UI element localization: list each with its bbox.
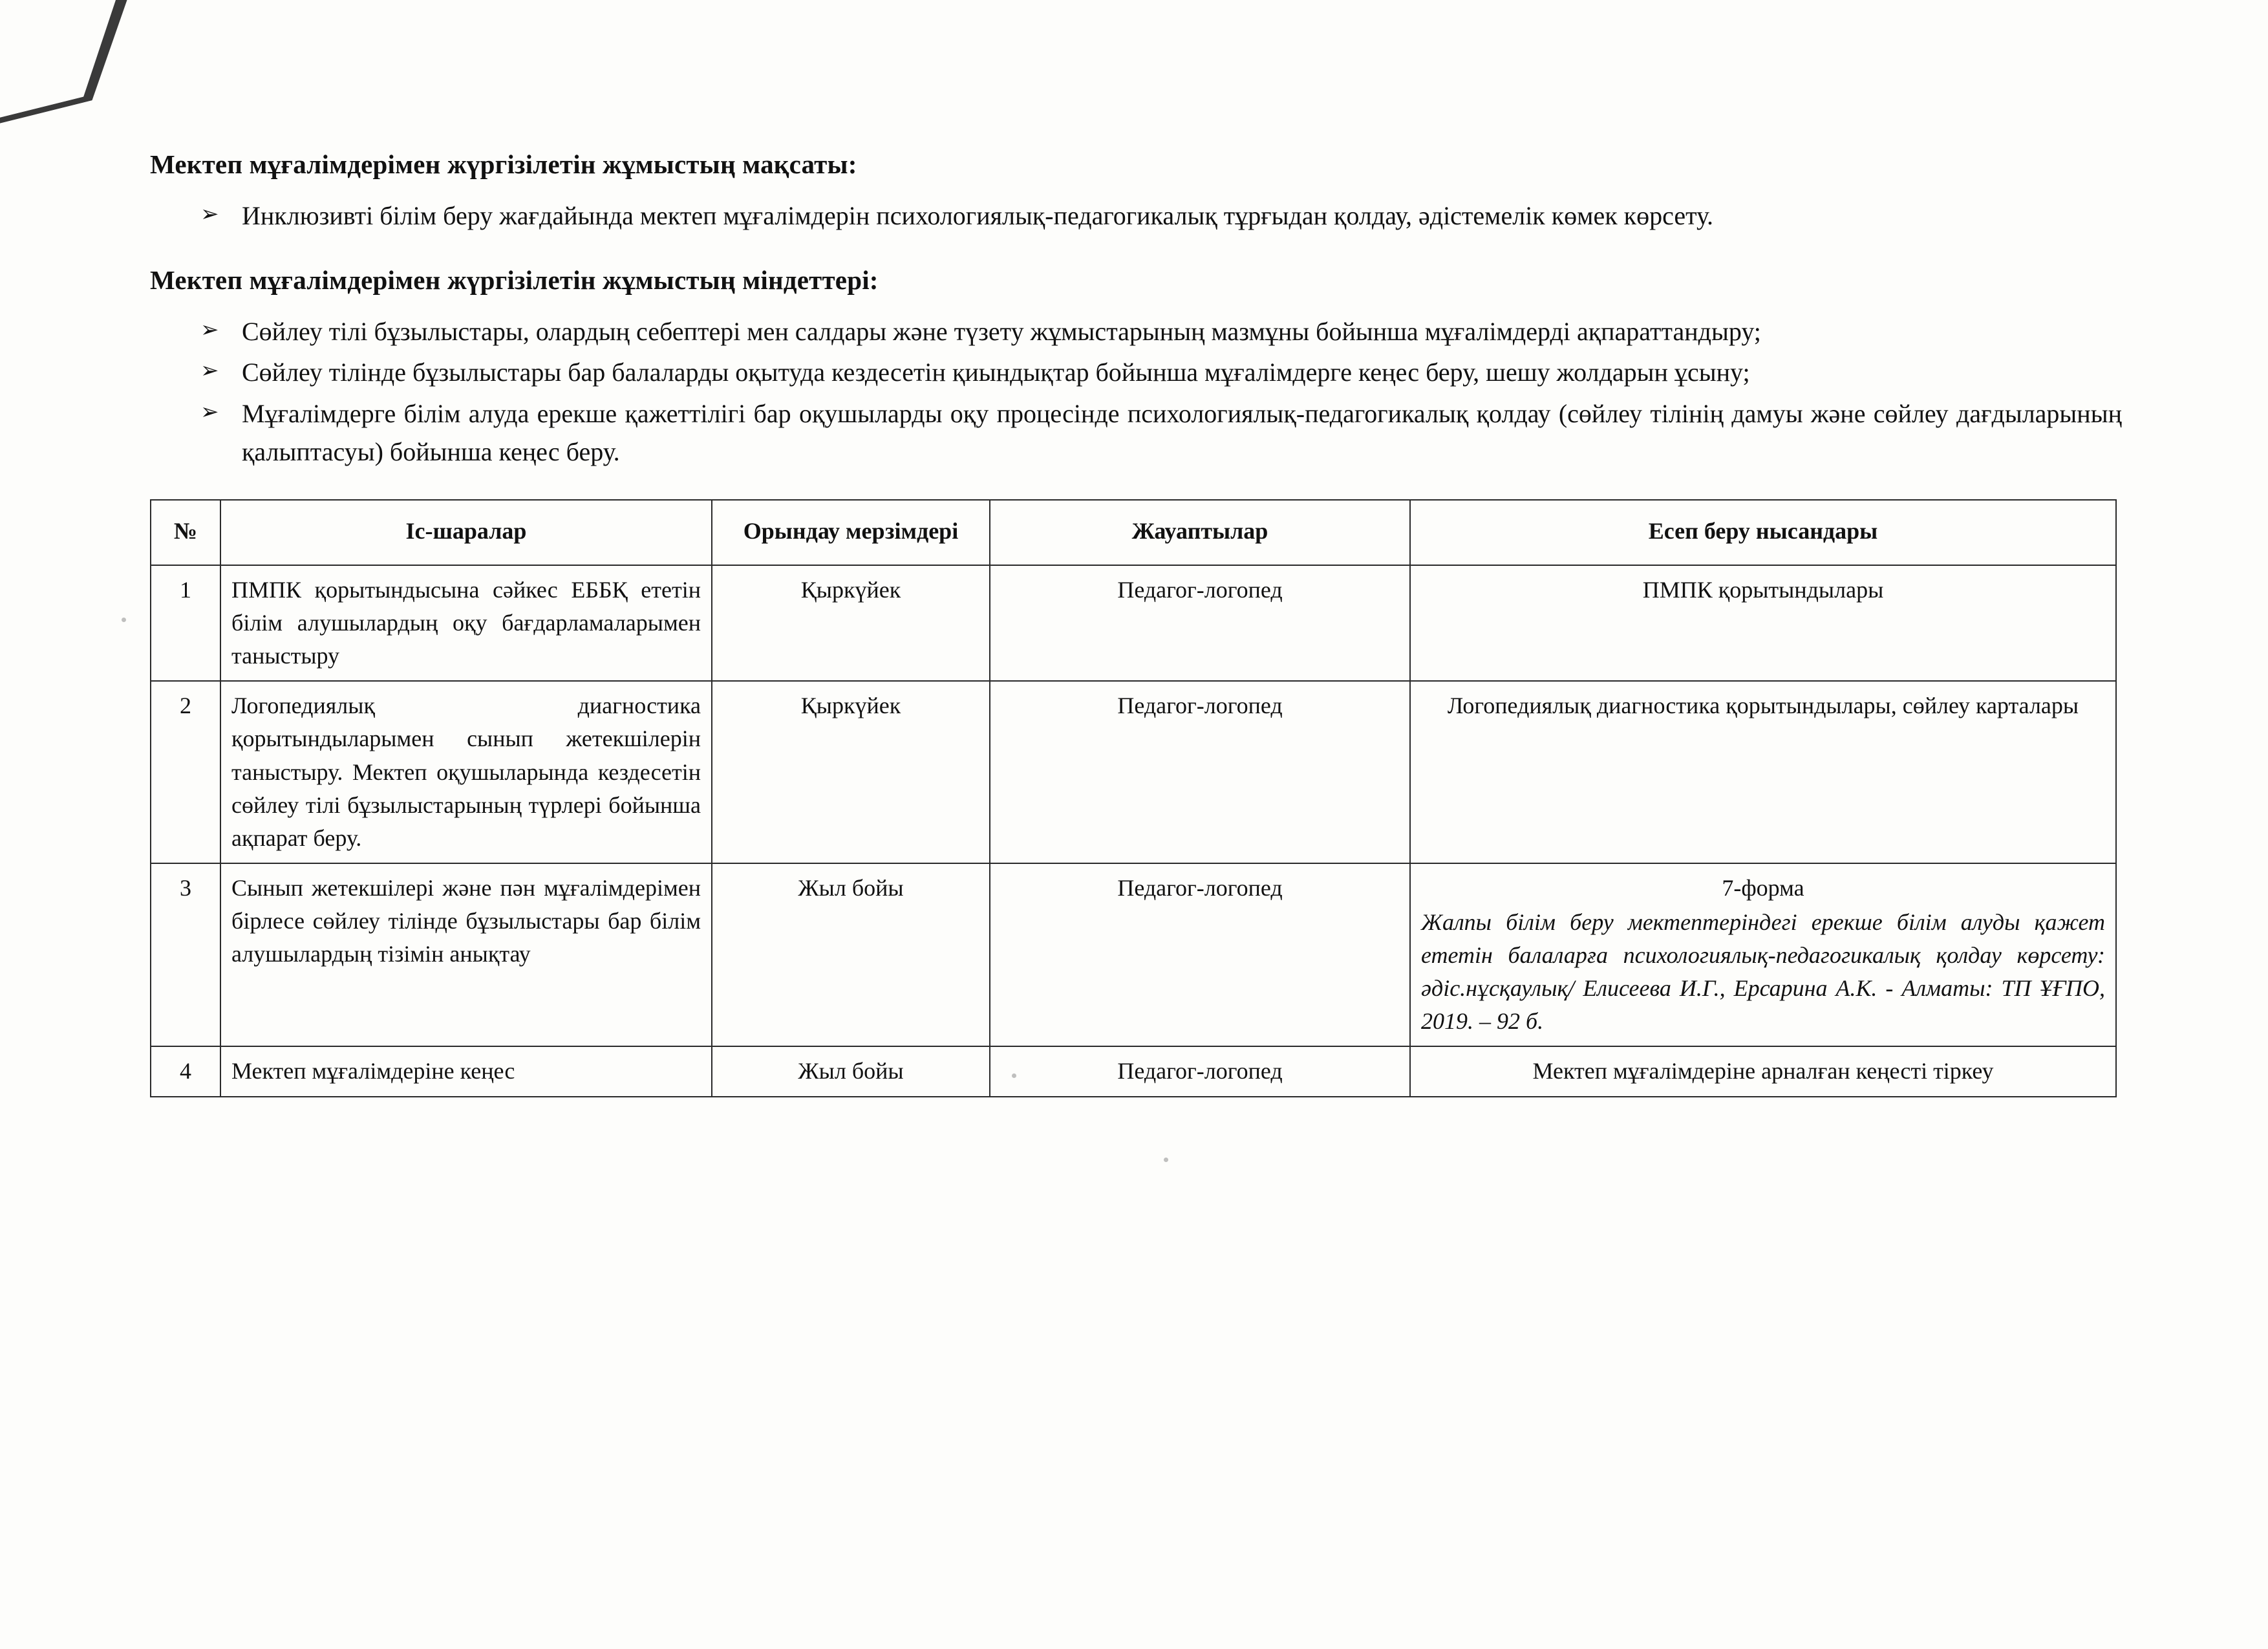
activity-plan-table (150, 499, 2117, 1097)
cell-measure: Мектеп мұғалімдеріне кеңес (220, 1046, 712, 1096)
column-header-no: № (151, 500, 220, 565)
cell-measure: Логопедиялық диагностика қорытындыларымен сынып жетекшілерін таныстыру. Мектеп оқушыларында кездесетін сөйлеу тілі бұзылыстарының түрлері бойынша ақпарат беру. (220, 681, 712, 863)
bullet-arrow-icon: ➢ (200, 202, 219, 226)
cell-measure: ПМПК қорытындысына сәйкес ЕББҚ ететін білім алушылардың оқу бағдарламаларымен таныстыру (220, 565, 712, 681)
goal-heading: Мектеп мұғалімдерімен жүргізілетін жұмыстың мақсаты: (150, 149, 857, 179)
column-header-responsible: Жауаптылар (990, 500, 1410, 565)
list-item (200, 312, 2122, 350)
cell-term: Жыл бойы (712, 1046, 990, 1096)
cell-form (1410, 1046, 2116, 1096)
tasks-list (150, 312, 2122, 471)
cell-form (1410, 863, 2116, 1047)
table-header-row (151, 500, 2116, 565)
goal-list (150, 197, 2122, 235)
cell-term: Жыл бойы (712, 863, 990, 1047)
list-item (200, 353, 2122, 391)
column-header-terms: Орындау мерзімдері (712, 500, 990, 565)
scan-speck (122, 618, 126, 622)
list-item (200, 394, 2122, 471)
cell-form (1410, 565, 2116, 681)
cell-form-text: 7-форма (1722, 874, 1804, 901)
table-row (151, 863, 2116, 1047)
document-body (150, 149, 2122, 1097)
cell-form-reference: Жалпы білім беру мектептеріндегі ерекше білім алуды қажет ететін балаларға психологиялық-педагогикалық қолдау көрсету: әдіс.нұсқаулық/ Елисеева И.Г., Ерсарина А.К. - Алматы: ТП ҰҒПО, 2019. – 92 б. (1421, 909, 2105, 1035)
column-header-measures: Іс-шаралар (220, 500, 712, 565)
bullet-arrow-icon: ➢ (200, 318, 219, 343)
tasks-heading: Мектеп мұғалімдерімен жүргізілетін жұмыстың міндеттері: (150, 265, 879, 296)
list-item-text: Инклюзивті білім беру жағдайында мектеп мұғалімдерін психологиялық-педагогикалық тұрғыдан қолдау, әдістемелік көмек көрсету. (242, 201, 1714, 230)
cell-form-text: ПМПК қорытындылары (1642, 577, 1884, 603)
table-row (151, 681, 2116, 863)
cell-no: 2 (151, 681, 220, 863)
cell-responsible: Педагог-логопед (990, 565, 1410, 681)
cell-no: 4 (151, 1046, 220, 1096)
cell-term: Қыркүйек (712, 681, 990, 863)
cell-form-text: Мектеп мұғалімдеріне арналған кеңесті тіркеу (1532, 1058, 1994, 1084)
cell-responsible: Педагог-логопед (990, 1046, 1410, 1096)
list-item-text: Мұғалімдерге білім алуда ерекше қажеттілігі бар оқушыларды оқу процесінде психологиялық-педагогикалық қолдау (сөйлеу тілінің дамуы және сөйлеу дағдыларының қалыптасуы) бойынша кеңес беру. (242, 398, 2122, 466)
cell-responsible: Педагог-логопед (990, 863, 1410, 1047)
cell-no: 3 (151, 863, 220, 1047)
table-row (151, 565, 2116, 681)
cell-measure: Сынып жетекшілері және пән мұғалімдерімен бірлесе сөйлеу тілінде бұзылыстары бар білім алушылардың тізімін анықтау (220, 863, 712, 1047)
cell-no: 1 (151, 565, 220, 681)
list-item-text: Сөйлеу тілінде бұзылыстары бар балаларды оқытуда кездесетін қиындықтар бойынша мұғалімдерге кеңес беру, шешу жолдарын ұсыну; (242, 358, 1750, 387)
scan-speck (1164, 1158, 1168, 1162)
list-item-text: Сөйлеу тілі бұзылыстары, олардың себептері мен салдары және түзету жұмыстарының мазмұны бойынша мұғалімдерді ақпараттандыру; (242, 317, 1761, 347)
cell-responsible: Педагог-логопед (990, 681, 1410, 863)
list-item (200, 197, 2122, 235)
cell-form-text: Логопедиялық диагностика қорытындылары, сөйлеу карталары (1447, 693, 2079, 719)
scan-shadow-corner (0, 0, 194, 129)
cell-term: Қыркүйек (712, 565, 990, 681)
table-row (151, 1046, 2116, 1096)
column-header-reporting-forms: Есеп беру нысандары (1410, 500, 2116, 565)
bullet-arrow-icon: ➢ (200, 359, 219, 383)
cell-form (1410, 681, 2116, 863)
bullet-arrow-icon: ➢ (200, 400, 219, 424)
